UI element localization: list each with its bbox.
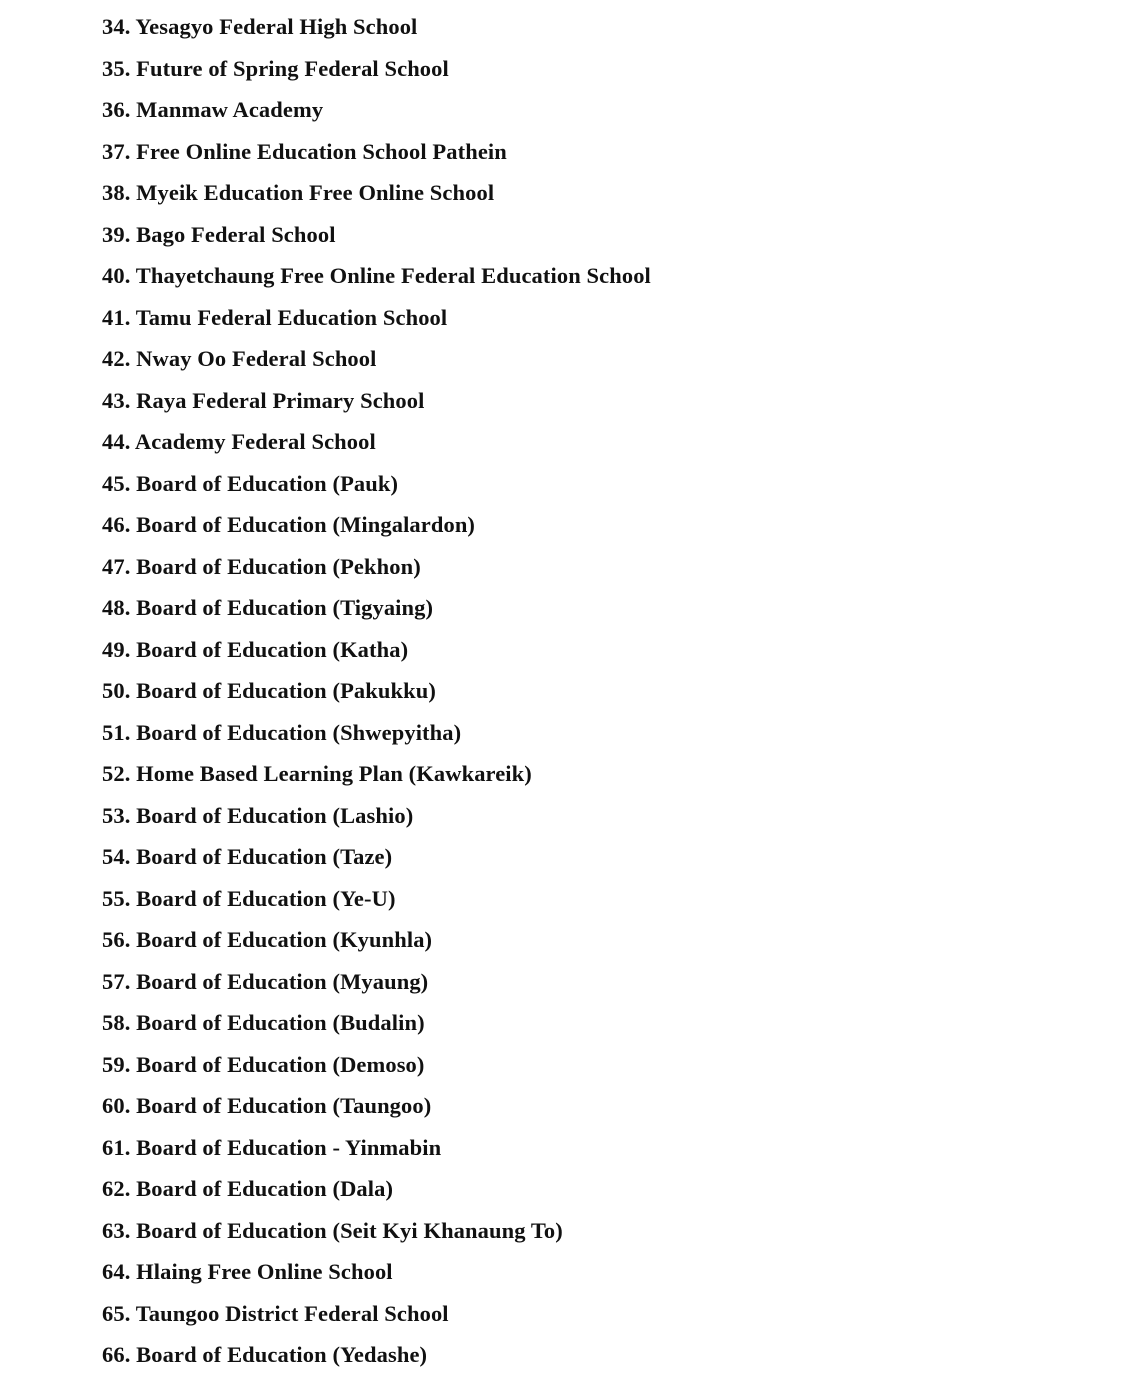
item-number: 42.: [102, 346, 131, 371]
list-item: [102, 1253, 651, 1295]
list-item: [102, 1295, 651, 1337]
item-name: Board of Education (Myaung): [136, 968, 429, 994]
item-number: 43.: [102, 387, 131, 413]
list-item: [102, 50, 651, 92]
list-item: [102, 257, 651, 299]
list-item: [102, 797, 651, 839]
item-number: 60.: [102, 1093, 131, 1118]
item-number: 41.: [102, 304, 131, 330]
item-name: Myeik Education Free Online School: [136, 180, 495, 205]
list-item: [102, 963, 651, 1005]
item-name: Manmaw Academy: [136, 97, 324, 122]
item-number: 63.: [102, 1217, 131, 1243]
item-name: Board of Education (Yedashe): [136, 1342, 428, 1367]
item-number: 37.: [102, 138, 131, 164]
item-number: 56.: [102, 927, 131, 952]
list-item: [102, 880, 651, 922]
item-name: Board of Education (Seit Kyi Khanaung To): [136, 1217, 563, 1243]
school-list: [102, 8, 651, 1378]
item-number: 52.: [102, 761, 131, 786]
item-number: 55.: [102, 885, 131, 911]
item-number: 46.: [102, 512, 131, 537]
item-name: Tamu Federal Education School: [135, 304, 448, 330]
item-number: 39.: [102, 221, 131, 247]
list-item: [102, 1170, 651, 1212]
item-number: 58.: [102, 1010, 131, 1035]
item-name: Nway Oo Federal School: [136, 346, 377, 371]
list-item: [102, 506, 651, 548]
item-name: Board of Education (Kyunhla): [136, 927, 433, 952]
item-name: Board of Education (Katha): [136, 636, 409, 662]
list-item: [102, 382, 651, 424]
item-name: Board of Education (Pauk): [136, 470, 399, 496]
list-item: [102, 8, 651, 50]
item-name: Thayetchaung Free Online Federal Education School: [135, 263, 651, 288]
item-name: Board of Education (Taungoo): [136, 1093, 432, 1118]
item-number: 38.: [102, 180, 131, 205]
list-item: [102, 299, 651, 341]
item-number: 34.: [102, 14, 131, 39]
list-item: [102, 133, 651, 175]
item-name: Board of Education (Mingalardon): [136, 512, 476, 537]
item-name: Home Based Learning Plan (Kawkareik): [136, 761, 532, 786]
list-item: [102, 465, 651, 507]
item-number: 57.: [102, 968, 131, 994]
item-number: 40.: [102, 263, 131, 288]
item-name: Board of Education (Taze): [136, 844, 393, 869]
item-name: Free Online Education School Pathein: [136, 138, 507, 164]
item-number: 51.: [102, 719, 131, 745]
list-item: [102, 340, 651, 382]
item-name: Hlaing Free Online School: [136, 1259, 393, 1284]
list-item: [102, 91, 651, 133]
item-number: 61.: [102, 1134, 131, 1160]
list-item: [102, 755, 651, 797]
item-name: Board of Education (Pakukku): [136, 678, 436, 703]
item-number: 64.: [102, 1259, 131, 1284]
item-name: Taungoo District Federal School: [135, 1300, 449, 1326]
list-item: [102, 631, 651, 673]
list-item: [102, 1336, 651, 1378]
item-name: Board of Education (Ye-U): [136, 885, 396, 911]
item-number: 54.: [102, 844, 131, 869]
list-item: [102, 1004, 651, 1046]
item-number: 44.: [102, 429, 131, 454]
item-number: 36.: [102, 97, 131, 122]
item-name: Board of Education (Demoso): [136, 1051, 425, 1077]
item-name: Yesagyo Federal High School: [135, 14, 418, 39]
list-item: [102, 1129, 651, 1171]
item-name: Board of Education (Shwepyitha): [136, 719, 462, 745]
list-item: [102, 1212, 651, 1254]
list-item: [102, 589, 651, 631]
list-item: [102, 1046, 651, 1088]
list-item: [102, 1087, 651, 1129]
list-item: [102, 714, 651, 756]
item-number: 59.: [102, 1051, 131, 1077]
item-number: 49.: [102, 636, 131, 662]
item-number: 47.: [102, 553, 131, 579]
item-number: 66.: [102, 1342, 131, 1367]
list-item: [102, 838, 651, 880]
item-name: Board of Education (Tigyaing): [136, 595, 434, 620]
list-item: [102, 423, 651, 465]
item-name: Board of Education - Yinmabin: [136, 1134, 442, 1160]
item-number: 45.: [102, 470, 131, 496]
item-number: 35.: [102, 55, 131, 81]
list-item: [102, 921, 651, 963]
list-item: [102, 174, 651, 216]
item-name: Board of Education (Pekhon): [136, 553, 421, 579]
list-item: [102, 672, 651, 714]
item-name: Board of Education (Budalin): [136, 1010, 425, 1035]
item-name: Future of Spring Federal School: [136, 55, 449, 81]
item-number: 50.: [102, 678, 131, 703]
item-number: 48.: [102, 595, 131, 620]
item-name: Raya Federal Primary School: [136, 387, 425, 413]
item-number: 62.: [102, 1176, 131, 1201]
item-name: Academy Federal School: [134, 429, 376, 454]
list-item: [102, 548, 651, 590]
item-name: Bago Federal School: [136, 221, 336, 247]
item-number: 53.: [102, 802, 131, 828]
item-name: Board of Education (Lashio): [136, 802, 414, 828]
item-name: Board of Education (Dala): [136, 1176, 394, 1201]
list-item: [102, 216, 651, 258]
item-number: 65.: [102, 1300, 131, 1326]
